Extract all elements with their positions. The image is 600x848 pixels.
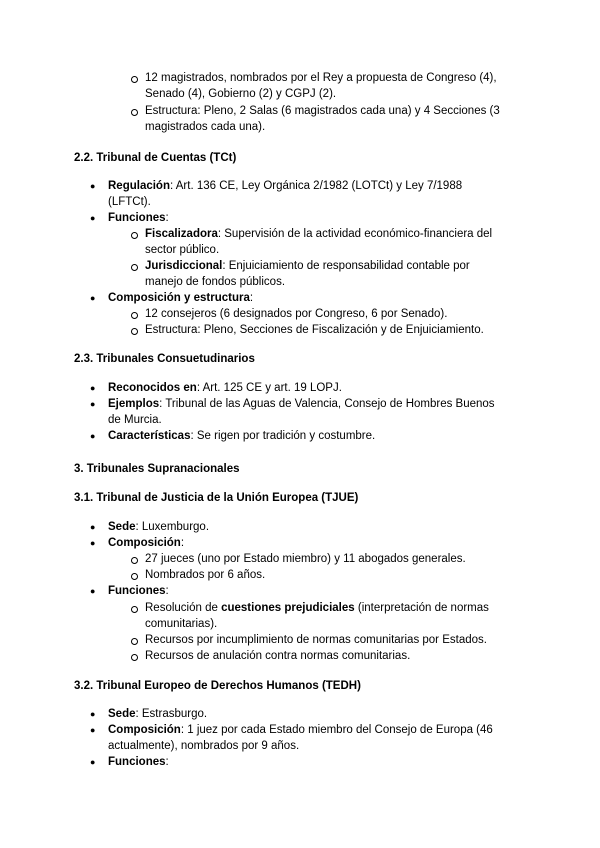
bullet-icon: ●: [90, 757, 96, 767]
bullet-icon: ●: [90, 586, 96, 596]
item-text: : Estrasburgo.: [135, 708, 208, 720]
list-item-text: sector público.: [145, 244, 220, 256]
list-item-text: de Murcia.: [108, 414, 162, 426]
item-text: : Enjuiciamiento de responsabilidad contable por: [222, 260, 470, 272]
list-item-text: 12 consejeros (6 designados por Congreso, 6 por Senado).: [145, 308, 448, 320]
circle-bullet-icon: [131, 109, 138, 116]
bullet-icon: ●: [90, 709, 96, 719]
list-item-text: Senado (4), Gobierno (2) y CGPJ (2).: [145, 88, 337, 100]
list-item-text: [108, 428, 375, 444]
item-label: Funciones: [108, 212, 166, 224]
circle-bullet-icon: [131, 557, 138, 564]
circle-bullet-icon: [131, 232, 138, 239]
bullet-icon: ●: [90, 538, 96, 548]
list-item-text: [108, 380, 342, 396]
list-item-text: 27 jueces (uno por Estado miembro) y 11 abogados generales.: [145, 553, 466, 565]
bullet-icon: ●: [90, 725, 96, 735]
item-label: Composición: [108, 537, 181, 549]
list-item-text: Funciones:: [108, 756, 169, 768]
circle-bullet-icon: [131, 638, 138, 645]
circle-bullet-icon: [131, 312, 138, 319]
item-text: Art. 136 CE, Ley Orgánica 2/1982 (LOTCt) y Ley 7/1988: [175, 180, 463, 192]
bullet-icon: ●: [90, 522, 96, 532]
bullet-icon: ●: [90, 181, 96, 191]
circle-bullet-icon: [131, 76, 138, 83]
bullet-icon: ●: [90, 213, 96, 223]
item-text: : Art. 125 CE y art. 19 LOPJ.: [196, 382, 342, 394]
item-label: Fiscalizadora: [145, 228, 218, 240]
item-label: Funciones: [108, 585, 166, 597]
circle-bullet-icon: [131, 328, 138, 335]
section-heading-3-1: 3.1. Tribunal de Justicia de la Unión Europea (TJUE): [74, 492, 359, 504]
circle-bullet-icon: [131, 264, 138, 271]
item-text: Resolución de: [145, 602, 222, 614]
item-text: : Tribunal de las Aguas de Valencia, Consejo de Hombres Buenos: [159, 398, 495, 410]
circle-bullet-icon: [131, 573, 138, 580]
item-label: Regulación: [108, 180, 170, 192]
list-item-text: actualmente), nombrados por 9 años.: [108, 740, 300, 752]
item-bold: cuestiones prejudiciales: [221, 602, 355, 614]
list-item-text: Recursos por incumplimiento de normas comunitarias por Estados.: [145, 634, 487, 646]
list-item-text: Funciones:: [108, 585, 169, 597]
list-item-text: Composición y estructura:: [108, 292, 254, 304]
bullet-icon: ●: [90, 293, 96, 303]
list-item-text: [108, 396, 495, 412]
list-item-text: [145, 600, 489, 616]
section-heading-3: 3. Tribunales Supranacionales: [74, 463, 240, 475]
list-item-text: Estructura: Pleno, 2 Salas (6 magistrados cada una) y 4 Secciones (3: [145, 105, 500, 117]
bullet-icon: ●: [90, 383, 96, 393]
item-label: Sede: [108, 521, 136, 533]
list-item-text: Funciones:: [108, 212, 169, 224]
list-item-text: manejo de fondos públicos.: [145, 276, 286, 288]
item-text: (interpretación de normas: [354, 602, 489, 614]
list-item-text: [145, 258, 470, 274]
list-item-text: comunitarias).: [145, 618, 218, 630]
item-label: Composición: [108, 724, 181, 736]
item-text: : Luxemburgo.: [135, 521, 210, 533]
list-item-text: (LFTCt).: [108, 196, 151, 208]
list-item-text: [145, 226, 492, 242]
list-item-text: [108, 722, 493, 738]
section-heading-3-2: 3.2. Tribunal Europeo de Derechos Humanos (TEDH): [74, 680, 361, 692]
bullet-icon: ●: [90, 431, 96, 441]
list-item-text: [108, 706, 207, 722]
item-text: : Se rigen por tradición y costumbre.: [190, 430, 376, 442]
list-item-text: magistrados cada una).: [145, 121, 266, 133]
item-text: : Supervisión de la actividad económico-financiera del: [217, 228, 493, 240]
list-item-text: Nombrados por 6 años.: [145, 569, 266, 581]
section-heading-2-2: 2.2. Tribunal de Cuentas (TCt): [74, 152, 237, 164]
item-label: Jurisdiccional: [145, 260, 223, 272]
item-text: : 1 juez por cada Estado miembro del Consejo de Europa (46: [180, 724, 493, 736]
list-item-text: Recursos de anulación contra normas comunitarias.: [145, 650, 411, 662]
list-item-text: [108, 519, 209, 535]
item-label: Ejemplos: [108, 398, 160, 410]
list-item-text: Regulación: Art. 136 CE, Ley Orgánica 2/1982 (LOTCt) y Ley 7/1988: [108, 180, 463, 192]
item-label: Composición y estructura: [108, 292, 250, 304]
circle-bullet-icon: [131, 606, 138, 613]
section-heading-2-3: 2.3. Tribunales Consuetudinarios: [74, 353, 255, 365]
item-label: Características: [108, 430, 191, 442]
list-item-text: Estructura: Pleno, Secciones de Fiscalización y de Enjuiciamiento.: [145, 324, 484, 336]
bullet-icon: ●: [90, 399, 96, 409]
circle-bullet-icon: [131, 654, 138, 661]
list-item-text: 12 magistrados, nombrados por el Rey a propuesta de Congreso (4),: [145, 72, 497, 84]
item-label: Funciones: [108, 756, 166, 768]
list-item-text: Composición:: [108, 537, 185, 549]
item-label: Reconocidos en: [108, 382, 197, 394]
item-label: Sede: [108, 708, 136, 720]
